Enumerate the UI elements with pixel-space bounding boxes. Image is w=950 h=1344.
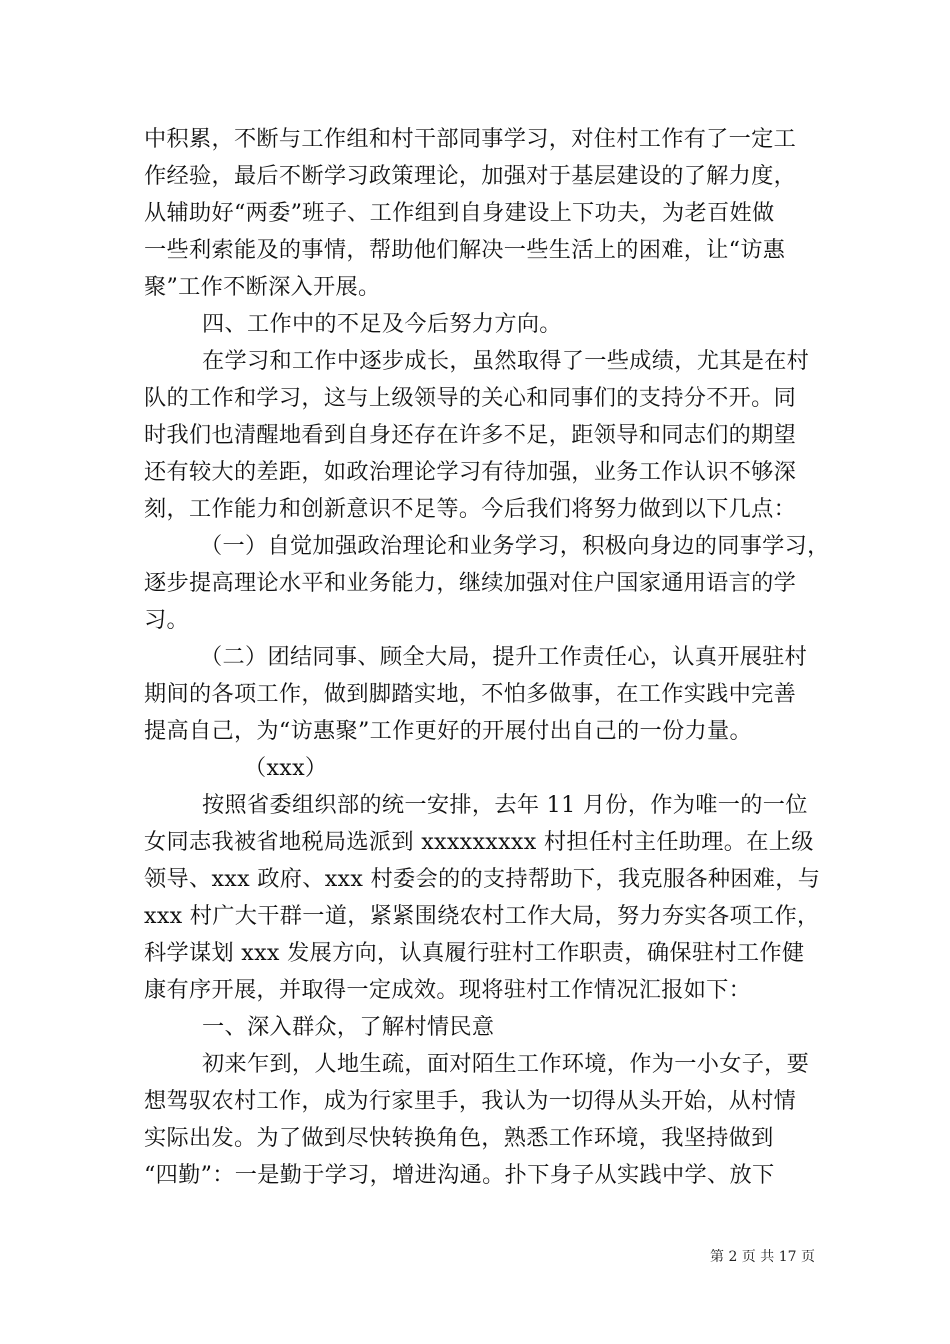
text-line: xxx 村广大干群一道，紧紧围绕农村工作大局，努力夯实各项工作， xyxy=(144,903,820,929)
text-line: 女同志我被省地税局选派到 xxxxxxxxx 村担任村主任助理。在上级 xyxy=(144,829,814,855)
text-line: 聚”工作不断深入开展。 xyxy=(144,274,381,300)
text-line: 期间的各项工作，做到脚踏实地，不怕多做事，在工作实践中完善 xyxy=(144,681,797,707)
text-line: 领导、xxx 政府、xxx 村委会的的支持帮助下，我克服各种困难，与 xyxy=(144,866,821,892)
text-line: 提高自己，为“访惠聚”工作更好的开展付出自己的一份力量。 xyxy=(144,718,752,744)
text-line: 习。 xyxy=(144,607,189,633)
page-number: 第 2 页 共 17 页 xyxy=(710,1249,815,1265)
paragraph-first-line: 初来乍到，人地生疏，面对陌生工作环境，作为一小女子，要 xyxy=(202,1051,810,1077)
text-line: 中积累，不断与工作组和村干部同事学习，对住村工作有了一定工 xyxy=(144,126,797,152)
text-line: 想驾驭农村工作，成为行家里手，我认为一切得从头开始，从村情 xyxy=(144,1088,797,1114)
section-heading: 四、工作中的不足及今后努力方向。 xyxy=(202,311,562,337)
section-label: （xxx） xyxy=(244,755,328,781)
text-line: 作经验，最后不断学习政策理论，加强对于基层建设的了解力度， xyxy=(144,163,797,189)
paragraph-first-line: 按照省委组织部的统一安排，去年 11 月份，作为唯一的一位 xyxy=(202,792,808,818)
text-line: 时我们也清醒地看到自身还存在许多不足，距领导和同志们的期望 xyxy=(144,422,797,448)
paragraph-first-line: 在学习和工作中逐步成长，虽然取得了一些成绩，尤其是在村 xyxy=(202,348,810,374)
text-line: 从辅助好“两委”班子、工作组到自身建设上下功夫，为老百姓做 xyxy=(144,200,775,226)
text-line: 康有序开展，并取得一定成效。现将驻村工作情况汇报如下： xyxy=(144,977,752,1003)
list-item-first-line: （二）团结同事、顾全大局，提升工作责任心，认真开展驻村 xyxy=(200,644,808,670)
text-line: 刻，工作能力和创新意识不足等。今后我们将努力做到以下几点： xyxy=(144,496,797,522)
section-heading: 一、深入群众，了解村情民意 xyxy=(202,1014,495,1040)
text-line: 一些利索能及的事情，帮助他们解决一些生活上的困难，让“访惠 xyxy=(144,237,786,263)
text-line: 队的工作和学习，这与上级领导的关心和同事们的支持分不开。同 xyxy=(144,385,797,411)
text-line: 实际出发。为了做到尽快转换角色，熟悉工作环境，我坚持做到 xyxy=(144,1125,774,1151)
text-line: “四勤”：一是勤于学习，增进沟通。扑下身子从实践中学、放下 xyxy=(144,1162,775,1188)
text-line: 科学谋划 xxx 发展方向，认真履行驻村工作职责，确保驻村工作健 xyxy=(144,940,805,966)
text-line: 还有较大的差距，如政治理论学习有待加强，业务工作认识不够深 xyxy=(144,459,797,485)
text-line: 逐步提高理论水平和业务能力，继续加强对住户国家通用语言的学 xyxy=(144,570,797,596)
list-item-first-line: （一）自觉加强政治理论和业务学习，积极向身边的同事学习， xyxy=(200,533,830,559)
